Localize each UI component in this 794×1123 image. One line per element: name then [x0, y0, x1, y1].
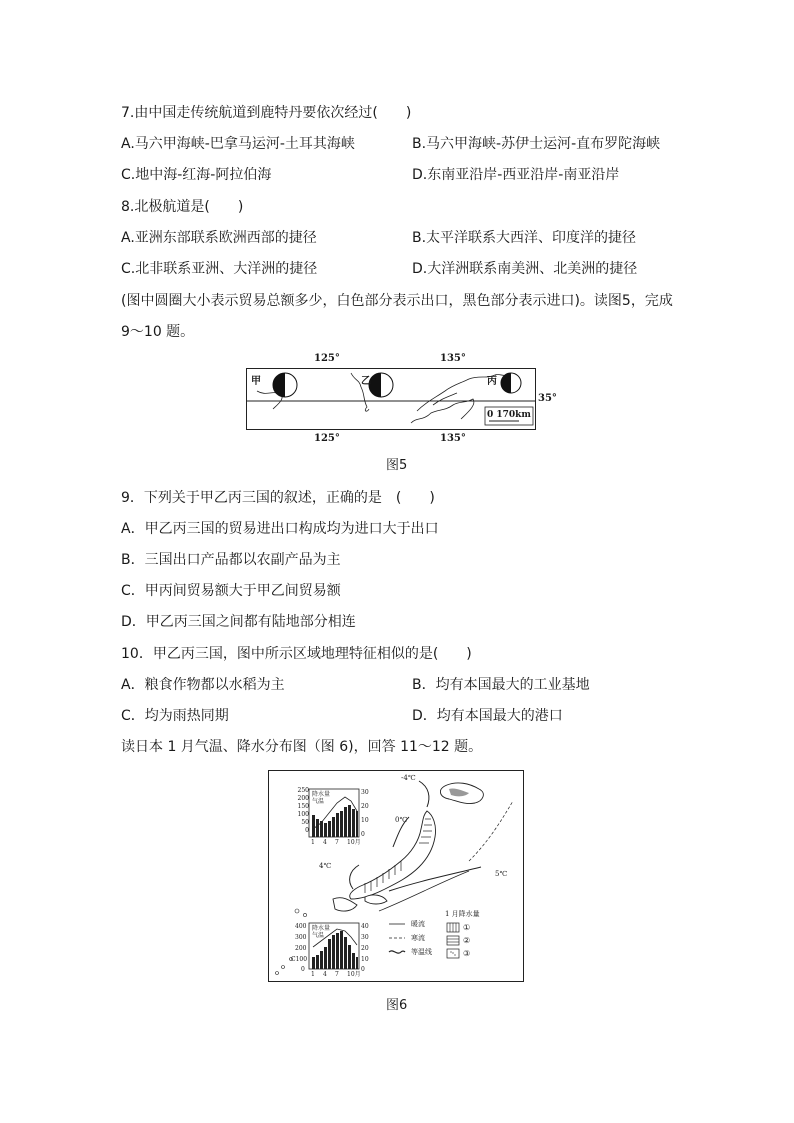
fig6-c2-bar — [324, 947, 327, 969]
fig6-iso-0-label: 0℃ — [395, 816, 408, 824]
fig5-lon-bottom-left: 125° — [314, 433, 340, 444]
fig6-c1-y: 150 — [297, 803, 309, 810]
q10-stem: 10．甲乙丙三国，图中所示区域地理特征相似的是( ) — [121, 646, 472, 662]
fig6-c2-x: 7 — [335, 971, 339, 978]
fig6-c2-bar — [344, 937, 347, 969]
fig6-c1-yr: 0 — [361, 831, 365, 838]
fig5-caption: 图5 — [386, 458, 408, 473]
q10-option-c: C．均为雨热同期 — [121, 708, 229, 724]
fig5-coast-japan-inner — [433, 393, 457, 405]
fig6-c2-bar — [340, 931, 343, 969]
fig6-c2-y: C100 — [291, 956, 308, 963]
fig6-isotherm-m4 — [419, 781, 429, 807]
q8-option-b: B.太平洋联系大西洋、印度洋的捷径 — [412, 230, 637, 246]
fig6-c1-y: 0 — [305, 827, 309, 834]
q9-option-c: C．甲丙间贸易额大于甲乙间贸易额 — [121, 583, 341, 599]
fig6-c1-bar — [324, 823, 327, 837]
fig5-label-bing: 丙 — [487, 376, 497, 387]
fig6-iso-m4-label: -4℃ — [401, 774, 416, 782]
fig5-scale-label: 0 170km — [487, 410, 531, 420]
q9-option-b: B．三国出口产品都以农副产品为主 — [121, 552, 341, 568]
q7-stem: 7.由中国走传统航道到鹿特丹要依次经过( ) — [121, 105, 412, 121]
fig6-c1-legend-temp: 气温 — [312, 798, 325, 805]
fig6-c1-y: 100 — [297, 811, 309, 818]
fig6-c1-bar — [352, 809, 355, 837]
fig6-c1-bar — [348, 805, 351, 837]
q8-option-c: C.北非联系亚洲、大洋洲的捷径 — [121, 261, 318, 277]
fig6-c2-bar — [352, 953, 355, 969]
fig6-legend-box3-dot — [450, 951, 451, 952]
fig6-legend-2: ② — [463, 936, 471, 945]
fig6-legend-iso-line — [389, 951, 405, 953]
fig6-c1-x: 7 — [335, 839, 339, 846]
q10-option-a: A．粮食作物都以水稻为主 — [121, 677, 285, 693]
fig6-isotherm-4 — [350, 865, 359, 889]
fig6-c1-bar — [312, 815, 315, 837]
fig6-c1-x: 1 — [311, 839, 315, 846]
q9-stem: 9．下列关于甲乙丙三国的叙述，正确的是 ( ) — [121, 490, 435, 506]
fig6-legend-3: ③ — [463, 949, 471, 958]
fig5-lon-top-left: 125° — [314, 353, 340, 364]
fig5-circle-bing-import — [501, 373, 511, 393]
fig6-cold-current — [469, 801, 513, 861]
fig6-legend-1: ① — [463, 923, 471, 932]
q7-option-a: A.马六甲海峡-巴拿马运河-土耳其海峡 — [121, 136, 355, 152]
fig5-label-yi: 乙 — [361, 376, 371, 387]
fig6-c2-yr: 10 — [361, 956, 369, 963]
q8-stem: 8.北极航道是( ) — [121, 199, 244, 215]
q7-option-c: C.地中海-红海-阿拉伯海 — [121, 167, 272, 183]
fig6-c1-y: 50 — [301, 819, 309, 826]
fig6-legend-iso: 等温线 — [411, 948, 432, 956]
fig5-map-frame — [246, 368, 536, 430]
fig6-c1-bar — [336, 813, 339, 837]
q8-option-d: D.大洋洲联系南美洲、北美洲的捷径 — [412, 261, 638, 277]
fig6-c2-bar — [316, 955, 319, 969]
fig6-island — [282, 966, 285, 969]
fig6-c2-y: 300 — [295, 934, 307, 941]
fig6-c2-legend-temp: 气温 — [312, 932, 325, 939]
fig6-c2-yr: 0 — [361, 966, 365, 973]
figure-5 — [230, 350, 570, 450]
fig6-c2-legend-precip: 降水量 — [312, 925, 331, 932]
fig6-c2-bar — [332, 935, 335, 969]
fig5-lat-label: 35° — [538, 393, 557, 404]
fig6-c1-bar — [340, 811, 343, 837]
fig5-coast-japan-south — [411, 399, 474, 423]
fig6-c1-bar — [332, 817, 335, 837]
q9-option-a: A．甲乙丙三国的贸易进出口构成均为进口大于出口 — [121, 521, 439, 537]
fig6-c2-y: 0 — [301, 966, 305, 973]
fig6-c2-y: 200 — [295, 945, 307, 952]
fig6-c1-bar — [344, 807, 347, 837]
fig6-legend-box3-dot — [452, 952, 453, 953]
q7-option-d: D.东南亚沿岸-西亚沿岸-南亚沿岸 — [412, 167, 620, 183]
intro-9-10-line2: 9～10 题。 — [121, 324, 195, 340]
figure-6 — [268, 770, 524, 982]
intro-11-12: 读日本 1 月气温、降水分布图（图 6)，回答 11～12 题。 — [121, 739, 483, 755]
fig6-c2-y: 400 — [295, 923, 307, 930]
fig5-lon-bottom-right: 135° — [440, 433, 466, 444]
fig6-iso-5-label: 5℃ — [495, 870, 508, 878]
fig6-c2-bar — [320, 951, 323, 969]
fig6-c2-x: 4 — [323, 971, 327, 978]
fig5-label-jia: 甲 — [251, 376, 261, 387]
fig6-c2-x: 1 — [311, 971, 315, 978]
fig6-c2-bar — [328, 939, 331, 969]
q9-option-d: D．甲乙丙三国之间都有陆地部分相连 — [121, 614, 356, 630]
intro-9-10-line1: (图中圆圈大小表示贸易总额多少，白色部分表示出口，黑色部分表示进口)。读图5，完成 — [121, 293, 673, 309]
fig6-island — [276, 972, 279, 975]
fig6-c2-yr: 20 — [361, 945, 369, 952]
fig6-c1-y-left — [295, 787, 309, 834]
fig6-iso-4-label: 4℃ — [319, 862, 332, 870]
fig6-c2-bar — [356, 957, 358, 969]
fig6-kyushu — [333, 898, 357, 911]
fig6-c1-y: 200 — [297, 795, 309, 802]
q10-option-b: B．均有本国最大的工业基地 — [412, 677, 590, 693]
fig6-c2-yr: 40 — [361, 923, 369, 930]
fig6-c2-x: 10月 — [347, 971, 361, 978]
fig5-lon-top-right: 135° — [440, 353, 466, 364]
fig6-island — [303, 913, 306, 916]
fig6-c2-bar — [336, 933, 339, 969]
fig6-legend-box3-dot — [454, 954, 455, 955]
q7-option-b: B.马六甲海峡-苏伊士运河-直布罗陀海峡 — [412, 136, 661, 152]
fig6-c1-bar — [328, 821, 331, 837]
q10-option-d: D．均有本国最大的港口 — [412, 708, 563, 724]
fig6-c1-legend-precip: 降水量 — [312, 791, 331, 798]
fig6-c1-yr: 30 — [361, 789, 369, 796]
fig6-legend-title: 1 月降水量 — [445, 910, 480, 918]
fig6-honshu — [350, 811, 436, 899]
fig6-c1-yr: 20 — [361, 803, 369, 810]
fig6-caption: 图6 — [386, 998, 408, 1013]
fig6-c1-yr: 10 — [361, 817, 369, 824]
fig6-c1-bar — [356, 811, 358, 837]
q8-option-a: A.亚洲东部联系欧洲西部的捷径 — [121, 230, 317, 246]
fig6-island — [295, 909, 299, 913]
fig6-c1-y: 250 — [297, 787, 309, 794]
fig5-circle-jia-import — [273, 373, 285, 397]
fig6-shikoku — [365, 895, 387, 904]
fig6-c1-x: 10月 — [347, 839, 361, 846]
fig6-legend-warm: 暖流 — [411, 920, 425, 928]
fig6-legend-box-2 — [447, 936, 459, 945]
fig6-c2-yr: 30 — [361, 934, 369, 941]
fig6-legend-cold: 寒流 — [411, 934, 425, 942]
fig6-c1-bar — [316, 819, 319, 837]
fig6-c1-x: 4 — [323, 839, 327, 846]
fig6-c2-bar — [312, 957, 315, 969]
fig6-c2-bar — [348, 945, 351, 969]
